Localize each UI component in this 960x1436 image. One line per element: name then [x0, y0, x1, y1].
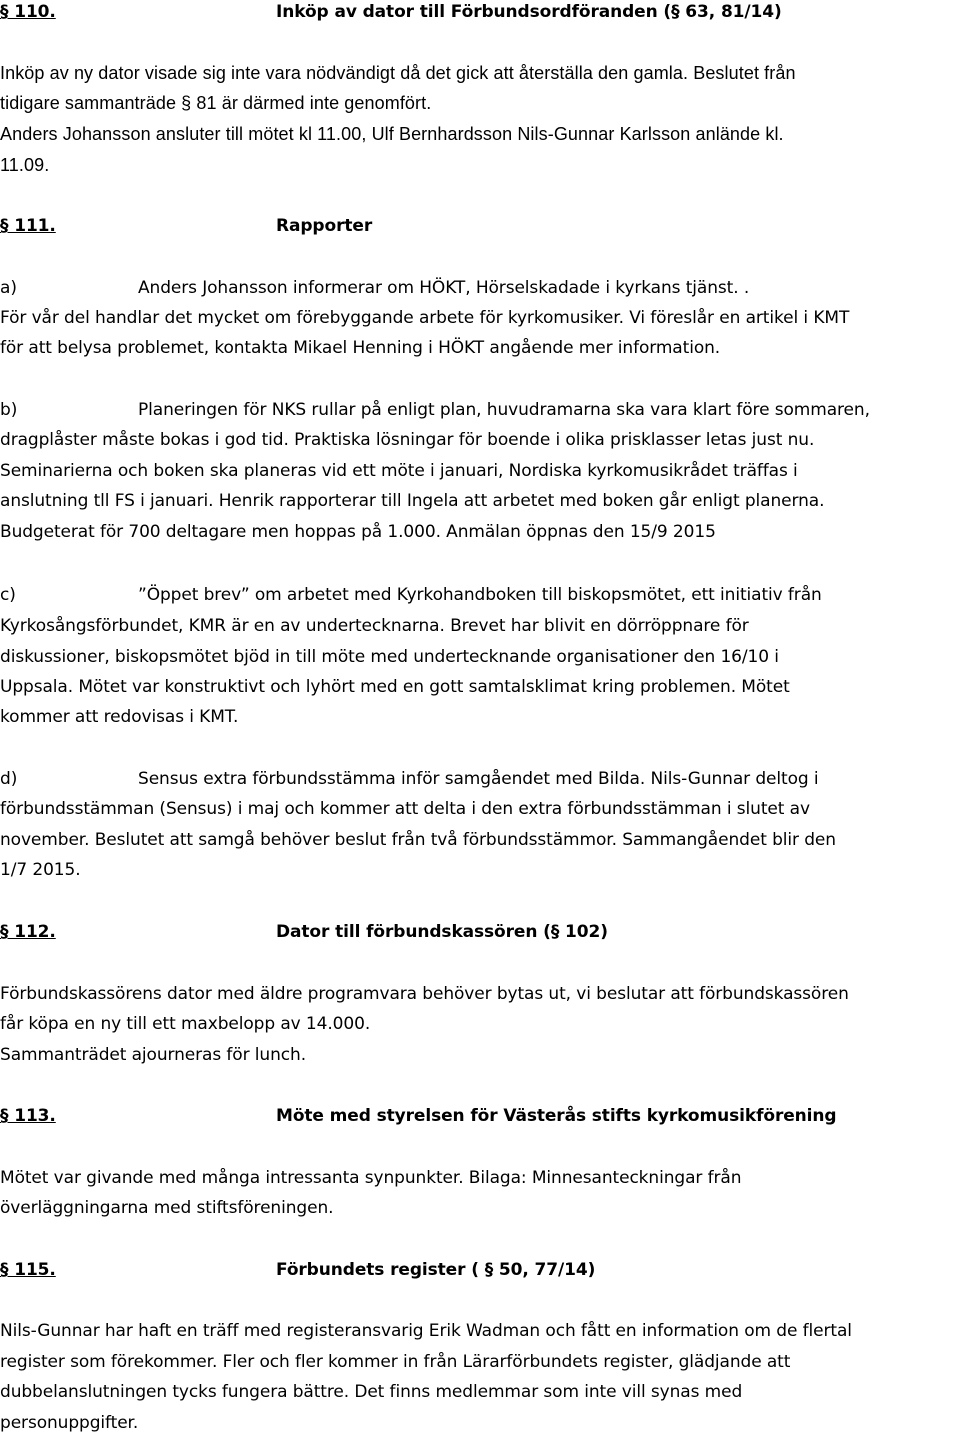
item-first-line: Anders Johansson informerar om HÖKT, Hörselskadade i kyrkans tjänst. .: [138, 278, 750, 298]
paragraph-line: Mötet var givande med många intressanta synpunkter. Bilaga: Minnesanteckningar från: [0, 1168, 742, 1188]
item-label: d): [0, 769, 18, 789]
paragraph-line: november. Beslutet att samgå behöver beslut från två förbundsstämmor. Sammangåendet blir den: [0, 830, 836, 850]
item-first-line: ”Öppet brev” om arbetet med Kyrkohandboken till biskopsmötet, ett initiativ från: [138, 585, 822, 605]
section-title: Förbundets register ( § 50, 77/14): [276, 1260, 596, 1280]
paragraph-line: Förbundskassörens dator med äldre programvara behöver bytas ut, vi beslutar att förbundskassören: [0, 984, 849, 1004]
paragraph-line: Sammanträdet ajourneras för lunch.: [0, 1045, 306, 1065]
item-label: c): [0, 585, 16, 605]
paragraph-line: kommer att redovisas i KMT.: [0, 707, 239, 727]
paragraph-line: Budgeterat för 700 deltagare men hoppas på 1.000. Anmälan öppnas den 15/9 2015: [0, 522, 716, 542]
paragraph-line: Kyrkosångsförbundet, KMR är en av undertecknarna. Brevet har blivit en dörröppnare för: [0, 616, 749, 636]
paragraph-line: 1/7 2015.: [0, 860, 81, 880]
paragraph-line: personuppgifter.: [0, 1413, 139, 1433]
item-first-line: Sensus extra förbundsstämma inför samgåendet med Bilda. Nils-Gunnar deltog i: [138, 769, 819, 789]
paragraph-line: register som förekommer. Fler och fler kommer in från Lärarförbundets register, glädjande att: [0, 1352, 791, 1372]
section-number: § 112.: [0, 922, 56, 942]
section-number: § 113.: [0, 1106, 56, 1126]
section-number: § 115.: [0, 1260, 56, 1280]
paragraph-line: Inköp av ny dator visade sig inte vara nödvändigt då det gick att återställa den gamla. Beslutet från: [0, 63, 796, 83]
paragraph-line: för att belysa problemet, kontakta Mikael Henning i HÖKT angående mer information.: [0, 338, 721, 358]
paragraph-line: Uppsala. Mötet var konstruktivt och lyhört med en gott samtalsklimat kring problemen. Mötet: [0, 677, 790, 697]
paragraph-line: För vår del handlar det mycket om förebyggande arbete för kyrkomusiker. Vi föreslår en artikel i KMT: [0, 308, 850, 328]
item-label: a): [0, 278, 17, 298]
paragraph-line: Seminarierna och boken ska planeras vid ett möte i januari, Nordiska kyrkomusikrådet träffas i: [0, 461, 798, 481]
paragraph-line: tidigare sammanträde § 81 är därmed inte genomfört.: [0, 93, 432, 113]
paragraph-line: anslutning tll FS i januari. Henrik rapporterar till Ingela att arbetet med boken går enligt planerna.: [0, 491, 825, 511]
item-first-line: Planeringen för NKS rullar på enligt plan, huvudramarna ska vara klart före sommaren,: [138, 400, 870, 420]
paragraph-line: dubbelanslutningen tycks fungera bättre. Det finns medlemmar som inte vill synas med: [0, 1382, 743, 1402]
paragraph-line: förbundsstämman (Sensus) i maj och kommer att delta i den extra förbundsstämman i slutet av: [0, 799, 810, 819]
paragraph-line: 11.09.: [0, 155, 50, 175]
item-label: b): [0, 400, 18, 420]
paragraph-line: Nils-Gunnar har haft en träff med registeransvarig Erik Wadman och fått en information om de flertal: [0, 1321, 852, 1341]
section-number: § 110.: [0, 2, 56, 22]
section-title: Rapporter: [276, 216, 373, 236]
section-title: Möte med styrelsen för Västerås stifts kyrkomusikförening: [276, 1106, 837, 1126]
section-title: Dator till förbundskassören (§ 102): [276, 922, 608, 942]
section-number: § 111.: [0, 216, 56, 236]
paragraph-line: diskussioner, biskopsmötet bjöd in till möte med undertecknande organisationer den 16/10 i: [0, 647, 779, 667]
paragraph-line: får köpa en ny till ett maxbelopp av 14.000.: [0, 1014, 371, 1034]
paragraph-line: Anders Johansson ansluter till mötet kl 11.00, Ulf Bernhardsson Nils-Gunnar Karlsson anlände kl.: [0, 124, 784, 144]
section-title: Inköp av dator till Förbundsordföranden (§ 63, 81/14): [276, 2, 782, 22]
paragraph-line: överläggningarna med stiftsföreningen.: [0, 1198, 334, 1218]
paragraph-line: dragplåster måste bokas i god tid. Praktiska lösningar för boende i olika prisklasser letas just nu.: [0, 430, 815, 450]
